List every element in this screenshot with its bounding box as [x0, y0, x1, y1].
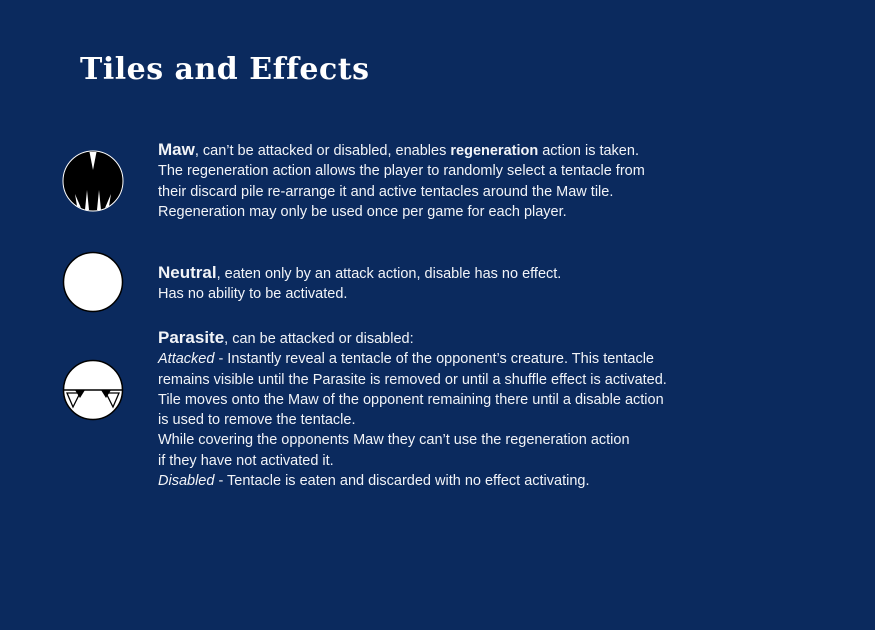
maw-intro-bold: regeneration [450, 143, 539, 159]
parasite-intro: , can be attacked or disabled: [224, 331, 414, 347]
maw-line: Regeneration may only be used once per game for each player. [158, 203, 567, 220]
neutral-intro: , eaten only by an attack action, disable has no effect. [216, 266, 562, 282]
disabled-label: Disabled [158, 473, 215, 490]
neutral-tile-icon [62, 251, 124, 313]
parasite-line: Tile moves onto the Maw of the opponent remaining there until a disable action [158, 391, 664, 408]
maw-intro-end: action is taken. [538, 143, 639, 159]
tile-name-maw: Maw [158, 140, 195, 159]
parasite-line: remains visible until the Parasite is removed or until a shuffle effect is activated. [158, 371, 667, 388]
page-title: Tiles and Effects [80, 52, 370, 87]
maw-line: their discard pile re-arrange it and active tentacles around the Maw tile. [158, 183, 614, 200]
maw-description [158, 140, 758, 222]
attacked-text: - Instantly reveal a tentacle of the opponent’s creature. This tentacle [214, 351, 654, 368]
disabled-text: - Tentacle is eaten and discarded with no effect activating. [214, 473, 590, 490]
neutral-description [158, 263, 758, 305]
parasite-tile-icon [62, 359, 124, 421]
neutral-line: Has no ability to be activated. [158, 286, 348, 303]
maw-line: The regeneration action allows the player to randomly select a tentacle from [158, 163, 645, 180]
parasite-line: is used to remove the tentacle. [158, 412, 356, 429]
parasite-line: While covering the opponents Maw they can’t use the regeneration action [158, 432, 630, 449]
maw-intro: , can’t be attacked or disabled, enables [194, 143, 451, 159]
attacked-label: Attacked [158, 351, 215, 368]
parasite-description [158, 328, 758, 491]
tile-name-neutral: Neutral [158, 263, 217, 282]
parasite-line: if they have not activated it. [158, 452, 334, 469]
maw-tile-icon [62, 150, 124, 212]
tile-name-parasite: Parasite [158, 328, 225, 347]
